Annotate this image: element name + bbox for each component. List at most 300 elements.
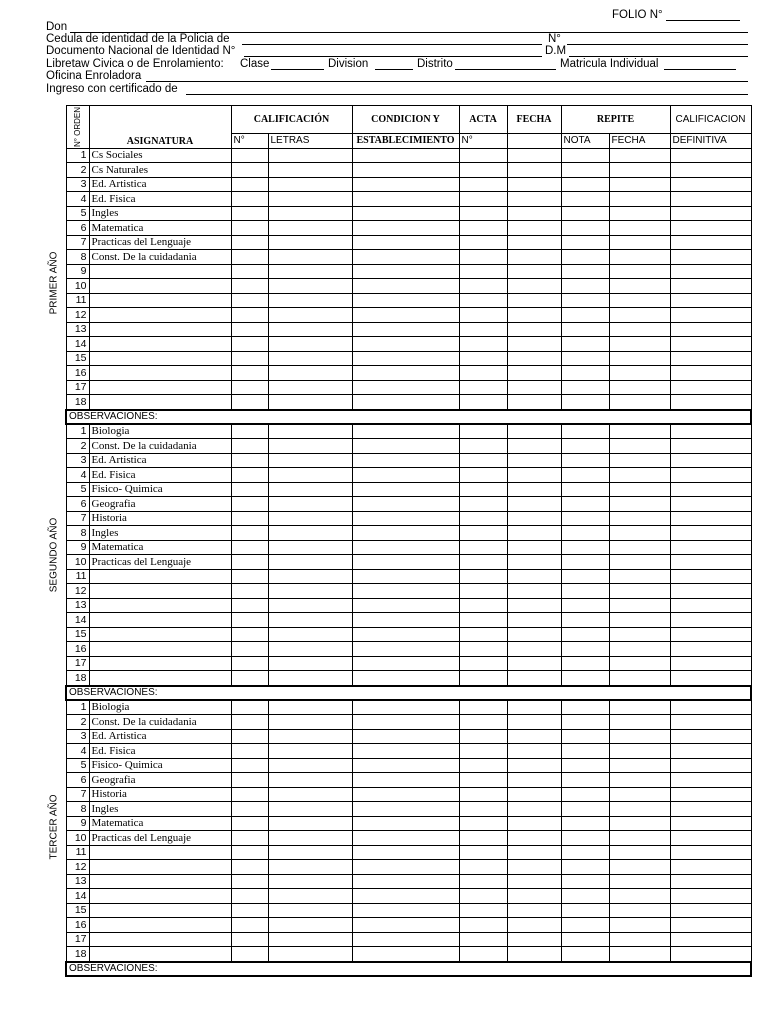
grade-cell[interactable] — [268, 453, 352, 468]
grade-cell[interactable] — [268, 279, 352, 294]
subject-cell[interactable] — [89, 293, 231, 308]
grade-cell[interactable] — [459, 700, 507, 715]
grade-cell[interactable] — [507, 482, 561, 497]
grade-cell[interactable] — [561, 758, 609, 773]
grade-cell[interactable] — [459, 918, 507, 933]
grade-cell[interactable] — [459, 671, 507, 686]
grade-cell[interactable] — [268, 163, 352, 178]
grade-cell[interactable] — [561, 598, 609, 613]
grade-cell[interactable] — [459, 903, 507, 918]
grade-cell[interactable] — [507, 206, 561, 221]
grade-cell[interactable] — [459, 293, 507, 308]
grade-cell[interactable] — [268, 497, 352, 512]
grade-cell[interactable] — [609, 235, 670, 250]
grade-cell[interactable] — [507, 729, 561, 744]
grade-cell[interactable] — [609, 831, 670, 846]
grade-cell[interactable] — [268, 380, 352, 395]
grade-cell[interactable] — [352, 802, 459, 817]
subject-cell[interactable]: Matematica — [89, 540, 231, 555]
grade-cell[interactable] — [231, 860, 268, 875]
grade-cell[interactable] — [561, 700, 609, 715]
grade-cell[interactable] — [352, 729, 459, 744]
grade-cell[interactable] — [561, 671, 609, 686]
grade-cell[interactable] — [609, 293, 670, 308]
grade-cell[interactable] — [268, 656, 352, 671]
observaciones-field[interactable]: OBSERVACIONES: — [66, 410, 751, 424]
grade-cell[interactable] — [268, 482, 352, 497]
subject-cell[interactable]: Geografia — [89, 773, 231, 788]
grade-cell[interactable] — [459, 613, 507, 628]
grade-cell[interactable] — [609, 816, 670, 831]
grade-cell[interactable] — [561, 337, 609, 352]
grade-cell[interactable] — [561, 482, 609, 497]
grade-cell[interactable] — [268, 787, 352, 802]
grade-cell[interactable] — [507, 642, 561, 657]
grade-cell[interactable] — [561, 584, 609, 599]
grade-cell[interactable] — [670, 773, 751, 788]
grade-cell[interactable] — [231, 671, 268, 686]
grade-cell[interactable] — [507, 773, 561, 788]
grade-cell[interactable] — [670, 860, 751, 875]
grade-cell[interactable] — [507, 598, 561, 613]
subject-cell[interactable]: Ingles — [89, 206, 231, 221]
grade-cell[interactable] — [231, 148, 268, 163]
grade-cell[interactable] — [561, 932, 609, 947]
grade-cell[interactable] — [561, 468, 609, 483]
grade-cell[interactable] — [268, 468, 352, 483]
grade-cell[interactable] — [268, 874, 352, 889]
grade-cell[interactable] — [561, 627, 609, 642]
grade-cell[interactable] — [670, 758, 751, 773]
subject-cell[interactable] — [89, 380, 231, 395]
grade-cell[interactable] — [231, 395, 268, 410]
grade-cell[interactable] — [352, 569, 459, 584]
grade-cell[interactable] — [352, 380, 459, 395]
grade-cell[interactable] — [670, 351, 751, 366]
grade-cell[interactable] — [670, 293, 751, 308]
grade-cell[interactable] — [268, 395, 352, 410]
grade-cell[interactable] — [352, 889, 459, 904]
grade-cell[interactable] — [459, 802, 507, 817]
grade-cell[interactable] — [231, 555, 268, 570]
grade-cell[interactable] — [352, 148, 459, 163]
grade-cell[interactable] — [268, 526, 352, 541]
grade-cell[interactable] — [268, 932, 352, 947]
grade-cell[interactable] — [507, 802, 561, 817]
grade-cell[interactable] — [231, 235, 268, 250]
grade-cell[interactable] — [268, 671, 352, 686]
grade-cell[interactable] — [609, 148, 670, 163]
grade-cell[interactable] — [352, 715, 459, 730]
subject-cell[interactable] — [89, 671, 231, 686]
grade-cell[interactable] — [459, 497, 507, 512]
grade-cell[interactable] — [459, 279, 507, 294]
grade-cell[interactable] — [670, 177, 751, 192]
grade-cell[interactable] — [459, 627, 507, 642]
grade-cell[interactable] — [231, 526, 268, 541]
grade-cell[interactable] — [609, 802, 670, 817]
grade-cell[interactable] — [459, 642, 507, 657]
grade-cell[interactable] — [231, 366, 268, 381]
grade-cell[interactable] — [352, 918, 459, 933]
subject-cell[interactable] — [89, 337, 231, 352]
grade-cell[interactable] — [609, 497, 670, 512]
grade-cell[interactable] — [609, 206, 670, 221]
grade-cell[interactable] — [507, 526, 561, 541]
grade-cell[interactable] — [231, 322, 268, 337]
grade-cell[interactable] — [561, 453, 609, 468]
grade-cell[interactable] — [352, 947, 459, 962]
grade-cell[interactable] — [507, 918, 561, 933]
grade-cell[interactable] — [561, 555, 609, 570]
grade-cell[interactable] — [670, 540, 751, 555]
subject-cell[interactable]: Fisico- Quimica — [89, 758, 231, 773]
subject-cell[interactable] — [89, 889, 231, 904]
grade-cell[interactable] — [231, 932, 268, 947]
subject-cell[interactable]: Ed. Fisica — [89, 192, 231, 207]
grade-cell[interactable] — [670, 932, 751, 947]
grade-cell[interactable] — [352, 627, 459, 642]
grade-cell[interactable] — [352, 177, 459, 192]
grade-cell[interactable] — [231, 642, 268, 657]
grade-cell[interactable] — [670, 148, 751, 163]
grade-cell[interactable] — [459, 395, 507, 410]
grade-cell[interactable] — [609, 773, 670, 788]
grade-cell[interactable] — [231, 947, 268, 962]
grade-cell[interactable] — [268, 293, 352, 308]
grade-cell[interactable] — [352, 308, 459, 323]
grade-cell[interactable] — [561, 773, 609, 788]
grade-cell[interactable] — [459, 511, 507, 526]
folio-field[interactable] — [666, 20, 740, 21]
subject-cell[interactable] — [89, 569, 231, 584]
grade-cell[interactable] — [507, 715, 561, 730]
grade-cell[interactable] — [231, 250, 268, 265]
grade-cell[interactable] — [459, 715, 507, 730]
grade-cell[interactable] — [459, 337, 507, 352]
grade-cell[interactable] — [609, 555, 670, 570]
grade-cell[interactable] — [670, 831, 751, 846]
grade-cell[interactable] — [670, 729, 751, 744]
grade-cell[interactable] — [507, 511, 561, 526]
grade-cell[interactable] — [459, 787, 507, 802]
grade-cell[interactable] — [670, 264, 751, 279]
grade-cell[interactable] — [507, 235, 561, 250]
grade-cell[interactable] — [507, 337, 561, 352]
grade-cell[interactable] — [561, 874, 609, 889]
grade-cell[interactable] — [507, 816, 561, 831]
grade-cell[interactable] — [352, 787, 459, 802]
subject-cell[interactable] — [89, 395, 231, 410]
grade-cell[interactable] — [231, 293, 268, 308]
grade-cell[interactable] — [609, 613, 670, 628]
grade-cell[interactable] — [459, 351, 507, 366]
subject-cell[interactable] — [89, 845, 231, 860]
grade-cell[interactable] — [507, 555, 561, 570]
grade-cell[interactable] — [609, 482, 670, 497]
grade-cell[interactable] — [561, 351, 609, 366]
grade-cell[interactable] — [268, 816, 352, 831]
grade-cell[interactable] — [609, 380, 670, 395]
subject-cell[interactable]: Cs Sociales — [89, 148, 231, 163]
grade-cell[interactable] — [352, 221, 459, 236]
grade-cell[interactable] — [561, 802, 609, 817]
grade-cell[interactable] — [609, 192, 670, 207]
grade-cell[interactable] — [609, 874, 670, 889]
grade-cell[interactable] — [459, 177, 507, 192]
grade-cell[interactable] — [268, 439, 352, 454]
subject-cell[interactable]: Ed. Artistica — [89, 453, 231, 468]
grade-cell[interactable] — [352, 642, 459, 657]
grade-cell[interactable] — [561, 569, 609, 584]
grade-cell[interactable] — [231, 874, 268, 889]
grade-cell[interactable] — [459, 773, 507, 788]
grade-cell[interactable] — [507, 613, 561, 628]
subject-cell[interactable]: Ed. Artistica — [89, 177, 231, 192]
grade-cell[interactable] — [507, 264, 561, 279]
grade-cell[interactable] — [231, 729, 268, 744]
distrito-field[interactable] — [455, 69, 556, 70]
grade-cell[interactable] — [561, 380, 609, 395]
subject-cell[interactable]: Matematica — [89, 816, 231, 831]
grade-cell[interactable] — [268, 729, 352, 744]
grade-cell[interactable] — [268, 744, 352, 759]
grade-cell[interactable] — [352, 932, 459, 947]
grade-cell[interactable] — [507, 308, 561, 323]
grade-cell[interactable] — [609, 889, 670, 904]
grade-cell[interactable] — [352, 816, 459, 831]
grade-cell[interactable] — [561, 816, 609, 831]
grade-cell[interactable] — [561, 366, 609, 381]
grade-cell[interactable] — [561, 744, 609, 759]
grade-cell[interactable] — [507, 192, 561, 207]
grade-cell[interactable] — [670, 569, 751, 584]
grade-cell[interactable] — [231, 424, 268, 439]
grade-cell[interactable] — [268, 555, 352, 570]
grade-cell[interactable] — [352, 773, 459, 788]
grade-cell[interactable] — [268, 337, 352, 352]
grade-cell[interactable] — [459, 584, 507, 599]
grade-cell[interactable] — [459, 250, 507, 265]
grade-cell[interactable] — [609, 700, 670, 715]
grade-cell[interactable] — [609, 540, 670, 555]
subject-cell[interactable]: Ingles — [89, 526, 231, 541]
grade-cell[interactable] — [609, 715, 670, 730]
grade-cell[interactable] — [507, 758, 561, 773]
grade-cell[interactable] — [561, 918, 609, 933]
grade-cell[interactable] — [507, 439, 561, 454]
grade-cell[interactable] — [231, 351, 268, 366]
grade-cell[interactable] — [459, 424, 507, 439]
grade-cell[interactable] — [352, 322, 459, 337]
subject-cell[interactable]: Ed. Fisica — [89, 744, 231, 759]
grade-cell[interactable] — [609, 468, 670, 483]
grade-cell[interactable] — [507, 744, 561, 759]
grade-cell[interactable] — [268, 351, 352, 366]
subject-cell[interactable] — [89, 322, 231, 337]
grade-cell[interactable] — [231, 177, 268, 192]
subject-cell[interactable] — [89, 932, 231, 947]
grade-cell[interactable] — [231, 613, 268, 628]
grade-cell[interactable] — [268, 250, 352, 265]
grade-cell[interactable] — [561, 424, 609, 439]
grade-cell[interactable] — [268, 235, 352, 250]
grade-cell[interactable] — [352, 250, 459, 265]
grade-cell[interactable] — [507, 497, 561, 512]
grade-cell[interactable] — [231, 816, 268, 831]
grade-cell[interactable] — [459, 206, 507, 221]
grade-cell[interactable] — [231, 845, 268, 860]
grade-cell[interactable] — [507, 221, 561, 236]
grade-cell[interactable] — [268, 947, 352, 962]
subject-cell[interactable]: Historia — [89, 511, 231, 526]
grade-cell[interactable] — [670, 555, 751, 570]
grade-cell[interactable] — [561, 279, 609, 294]
grade-cell[interactable] — [561, 395, 609, 410]
grade-cell[interactable] — [561, 192, 609, 207]
grade-cell[interactable] — [561, 177, 609, 192]
grade-cell[interactable] — [352, 700, 459, 715]
grade-cell[interactable] — [561, 787, 609, 802]
grade-cell[interactable] — [507, 787, 561, 802]
grade-cell[interactable] — [507, 380, 561, 395]
grade-cell[interactable] — [352, 366, 459, 381]
subject-cell[interactable]: Practicas del Lenguaje — [89, 831, 231, 846]
subject-cell[interactable] — [89, 308, 231, 323]
grade-cell[interactable] — [561, 613, 609, 628]
subject-cell[interactable] — [89, 860, 231, 875]
subject-cell[interactable] — [89, 642, 231, 657]
grade-cell[interactable] — [352, 903, 459, 918]
grade-cell[interactable] — [507, 903, 561, 918]
grade-cell[interactable] — [609, 671, 670, 686]
grade-cell[interactable] — [352, 468, 459, 483]
grade-cell[interactable] — [352, 540, 459, 555]
grade-cell[interactable] — [561, 947, 609, 962]
grade-cell[interactable] — [459, 540, 507, 555]
grade-cell[interactable] — [670, 715, 751, 730]
grade-cell[interactable] — [609, 758, 670, 773]
grade-cell[interactable] — [268, 148, 352, 163]
grade-cell[interactable] — [670, 845, 751, 860]
grade-cell[interactable] — [507, 860, 561, 875]
grade-cell[interactable] — [459, 526, 507, 541]
subject-cell[interactable]: Matematica — [89, 221, 231, 236]
subject-cell[interactable]: Historia — [89, 787, 231, 802]
grade-cell[interactable] — [268, 700, 352, 715]
grade-cell[interactable] — [459, 163, 507, 178]
grade-cell[interactable] — [459, 468, 507, 483]
grade-cell[interactable] — [352, 351, 459, 366]
grade-cell[interactable] — [231, 163, 268, 178]
grade-cell[interactable] — [231, 206, 268, 221]
grade-cell[interactable] — [670, 671, 751, 686]
grade-cell[interactable] — [459, 932, 507, 947]
grade-cell[interactable] — [670, 235, 751, 250]
grade-cell[interactable] — [352, 424, 459, 439]
grade-cell[interactable] — [268, 206, 352, 221]
grade-cell[interactable] — [352, 744, 459, 759]
grade-cell[interactable] — [268, 845, 352, 860]
grade-cell[interactable] — [507, 700, 561, 715]
grade-cell[interactable] — [670, 337, 751, 352]
grade-cell[interactable] — [352, 337, 459, 352]
grade-cell[interactable] — [352, 671, 459, 686]
grade-cell[interactable] — [268, 584, 352, 599]
grade-cell[interactable] — [561, 322, 609, 337]
grade-cell[interactable] — [231, 715, 268, 730]
grade-cell[interactable] — [459, 729, 507, 744]
grade-cell[interactable] — [268, 366, 352, 381]
grade-cell[interactable] — [609, 163, 670, 178]
grade-cell[interactable] — [231, 656, 268, 671]
grade-cell[interactable] — [507, 177, 561, 192]
grade-cell[interactable] — [459, 947, 507, 962]
grade-cell[interactable] — [459, 569, 507, 584]
ingreso-field[interactable] — [186, 94, 748, 95]
grade-cell[interactable] — [231, 221, 268, 236]
grade-cell[interactable] — [352, 613, 459, 628]
grade-cell[interactable] — [670, 613, 751, 628]
subject-cell[interactable] — [89, 598, 231, 613]
grade-cell[interactable] — [609, 627, 670, 642]
grade-cell[interactable] — [352, 192, 459, 207]
grade-cell[interactable] — [609, 453, 670, 468]
grade-cell[interactable] — [561, 656, 609, 671]
grade-cell[interactable] — [561, 293, 609, 308]
grade-cell[interactable] — [459, 874, 507, 889]
grade-cell[interactable] — [670, 206, 751, 221]
subject-cell[interactable]: Practicas del Lenguaje — [89, 235, 231, 250]
grade-cell[interactable] — [609, 511, 670, 526]
grade-cell[interactable] — [352, 453, 459, 468]
grade-cell[interactable] — [670, 453, 751, 468]
grade-cell[interactable] — [231, 380, 268, 395]
grade-cell[interactable] — [670, 380, 751, 395]
grade-cell[interactable] — [352, 279, 459, 294]
grade-cell[interactable] — [268, 511, 352, 526]
grade-cell[interactable] — [459, 889, 507, 904]
grade-cell[interactable] — [231, 700, 268, 715]
grade-cell[interactable] — [268, 424, 352, 439]
grade-cell[interactable] — [670, 526, 751, 541]
grade-cell[interactable] — [609, 918, 670, 933]
grade-cell[interactable] — [561, 845, 609, 860]
grade-cell[interactable] — [268, 918, 352, 933]
subject-cell[interactable] — [89, 351, 231, 366]
grade-cell[interactable] — [561, 860, 609, 875]
grade-cell[interactable] — [231, 889, 268, 904]
grade-cell[interactable] — [268, 598, 352, 613]
grade-cell[interactable] — [231, 758, 268, 773]
grade-cell[interactable] — [670, 468, 751, 483]
grade-cell[interactable] — [268, 758, 352, 773]
grade-cell[interactable] — [670, 279, 751, 294]
grade-cell[interactable] — [459, 482, 507, 497]
grade-cell[interactable] — [507, 468, 561, 483]
grade-cell[interactable] — [561, 250, 609, 265]
grade-cell[interactable] — [352, 598, 459, 613]
grade-cell[interactable] — [459, 264, 507, 279]
grade-cell[interactable] — [609, 845, 670, 860]
grade-cell[interactable] — [561, 148, 609, 163]
grade-cell[interactable] — [609, 860, 670, 875]
subject-cell[interactable] — [89, 627, 231, 642]
grade-cell[interactable] — [459, 439, 507, 454]
grade-cell[interactable] — [507, 322, 561, 337]
grade-cell[interactable] — [561, 831, 609, 846]
grade-cell[interactable] — [268, 715, 352, 730]
